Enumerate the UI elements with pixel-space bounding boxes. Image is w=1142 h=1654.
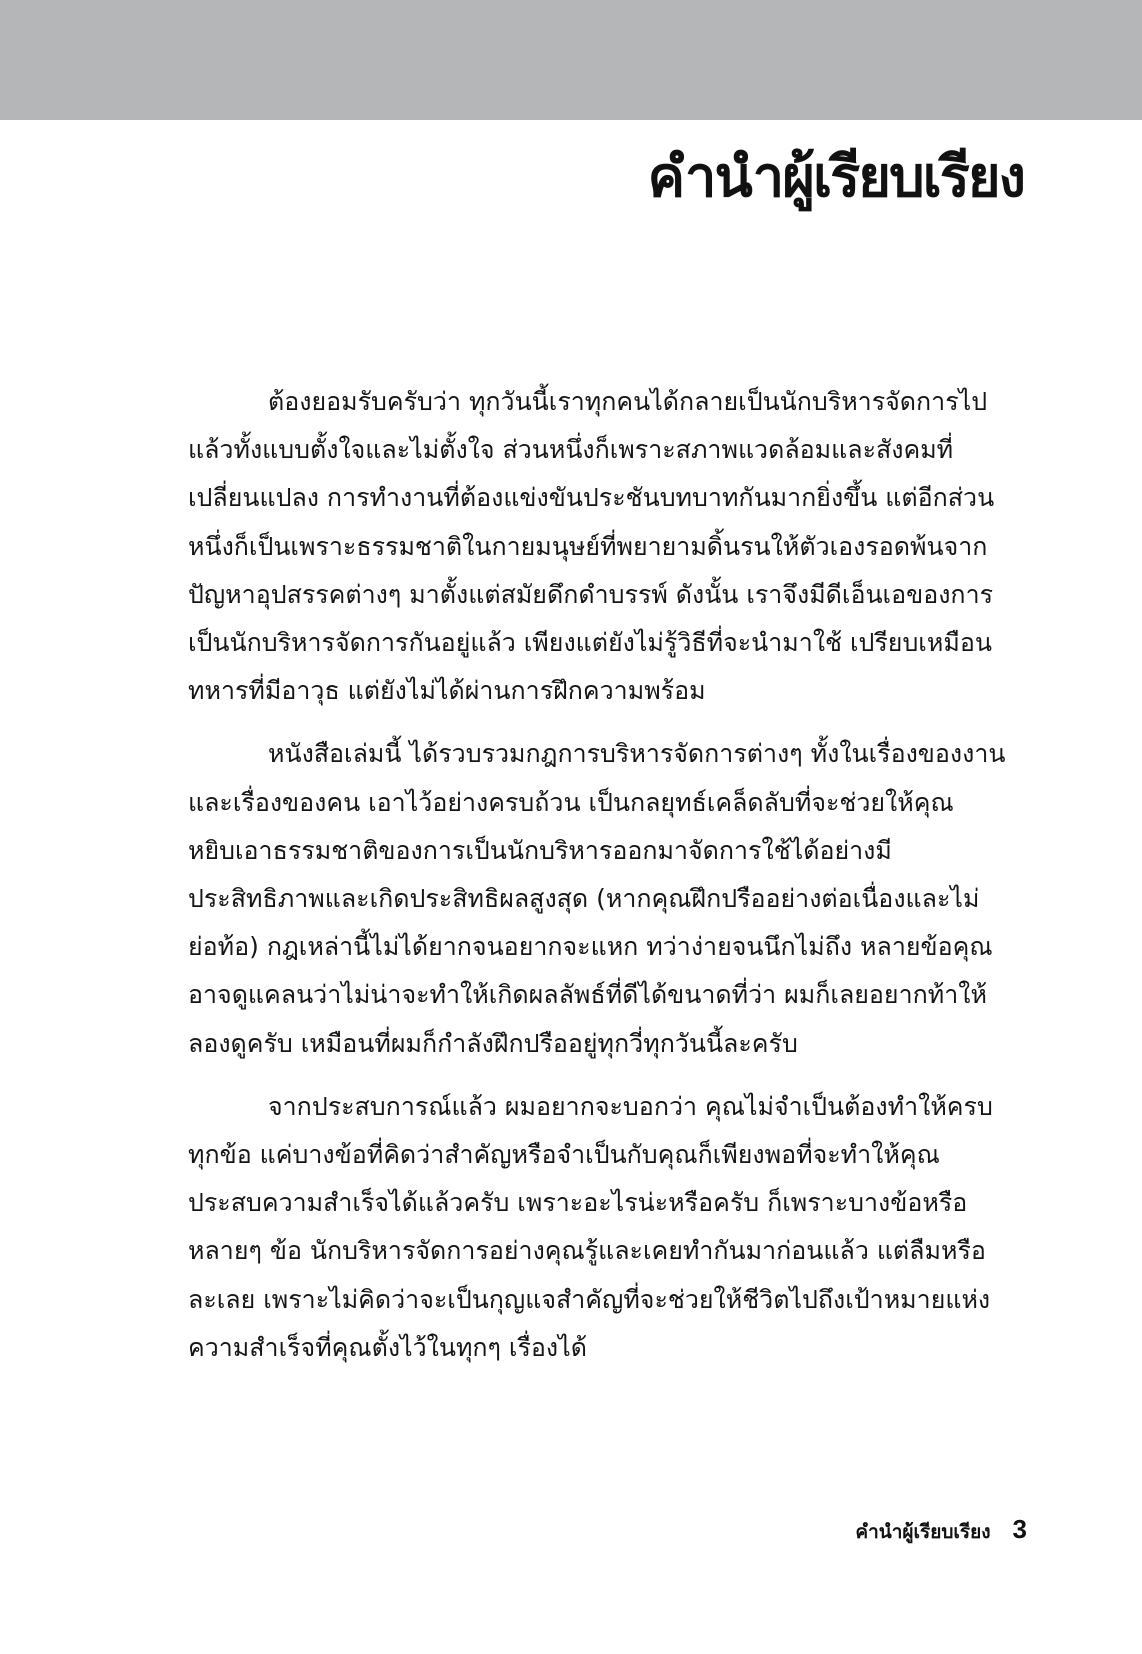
running-title: คำนำผู้เรียบเรียง	[855, 1521, 991, 1543]
text-line: ละเลย เพราะไม่คิดว่าจะเป็นกุญแจสำคัญที่จะช่วยให้ชีวิตไปถึงเป้าหมายแห่ง	[188, 1284, 991, 1314]
text-line: แล้วทั้งแบบตั้งใจและไม่ตั้งใจ ส่วนหนึ่งก็เพราะสภาพแวดล้อมและสังคมที่	[188, 435, 954, 465]
text-line: ประสิทธิภาพและเกิดประสิทธิผลสูงสุด (หากคุณฝึกปรืออย่างต่อเนื่องและไม่	[188, 884, 980, 914]
text-line: ต้องยอมรับครับว่า ทุกวันนี้เราทุกคนได้กลายเป็นนักบริหารจัดการไป	[268, 387, 988, 416]
text-line: เปลี่ยนแปลง การทำงานที่ต้องแข่งขันประชันบทบาทกันมากยิ่งขึ้น แต่อีกส่วน	[188, 483, 995, 513]
text-line: อาจดูแคลนว่าไม่น่าจะทำให้เกิดผลลัพธ์ที่ดีได้ขนาดที่ว่า ผมก็เลยอยากท้าให้	[188, 980, 987, 1010]
text-line: ประสบความสำเร็จได้แล้วครับ เพราะอะไรน่ะหรือครับ ก็เพราะบางข้อหรือ	[188, 1188, 968, 1218]
text-line: เป็นนักบริหารจัดการกันอยู่แล้ว เพียงแต่ยังไม่รู้วิธีที่จะนำมาใช้ เปรียบเหมือน	[188, 628, 992, 658]
text-line: ลองดูครับ เหมือนที่ผมก็กำลังฝึกปรืออยู่ทุกวี่ทุกวันนี้ละครับ	[188, 1028, 798, 1058]
text-line: และเรื่องของคน เอาไว้อย่างครบถ้วน เป็นกลยุทธ์เคล็ดลับที่จะช่วยให้คุณ	[188, 787, 954, 817]
paragraph-1	[188, 378, 1024, 715]
text-line: ทหารที่มีอาวุธ แต่ยังไม่ได้ผ่านการฝึกความพร้อม	[188, 676, 706, 706]
page-title: คำนำผู้เรียบเรียง	[647, 145, 1024, 210]
text-line: ปัญหาอุปสรรคต่างๆ มาตั้งแต่สมัยดึกดำบรรพ์ ดังนั้น เราจึงมีดีเอ็นเอของการ	[188, 579, 994, 609]
page-number: 3	[1012, 1514, 1027, 1544]
text-line: หนึ่งก็เป็นเพราะธรรมชาติในกายมนุษย์ที่พยายามดิ้นรนให้ตัวเองรอดพ้นจาก	[188, 531, 988, 561]
text-line: ทุกข้อ แค่บางข้อที่คิดว่าสำคัญหรือจำเป็นกับคุณก็เพียงพอที่จะทำให้คุณ	[188, 1140, 940, 1170]
paragraph-2	[188, 730, 1024, 1067]
paragraph-3	[188, 1083, 1024, 1372]
text-line: หนังสือเล่มนี้ ได้รวบรวมกฎการบริหารจัดการต่างๆ ทั้งในเรื่องของงาน	[268, 739, 1006, 769]
header-band	[0, 0, 1142, 120]
text-line: หยิบเอาธรรมชาติของการเป็นนักบริหารออกมาจัดการใช้ได้อย่างมี	[188, 835, 892, 865]
text-line: ย่อท้อ) กฎเหล่านี้ไม่ได้ยากจนอยากจะแหก ทว่าง่ายจนนึกไม่ถึง หลายข้อคุณ	[188, 932, 993, 962]
body-text	[188, 378, 1024, 1387]
text-line: จากประสบการณ์แล้ว ผมอยากจะบอกว่า คุณไม่จำเป็นต้องทำให้ครบ	[268, 1091, 993, 1121]
page-footer	[855, 1514, 1027, 1547]
text-line: ความสำเร็จที่คุณตั้งไว้ในทุกๆ เรื่องได้	[188, 1332, 587, 1362]
text-line: หลายๆ ข้อ นักบริหารจัดการอย่างคุณรู้และเคยทำกันมาก่อนแล้ว แต่ลืมหรือ	[188, 1236, 986, 1266]
